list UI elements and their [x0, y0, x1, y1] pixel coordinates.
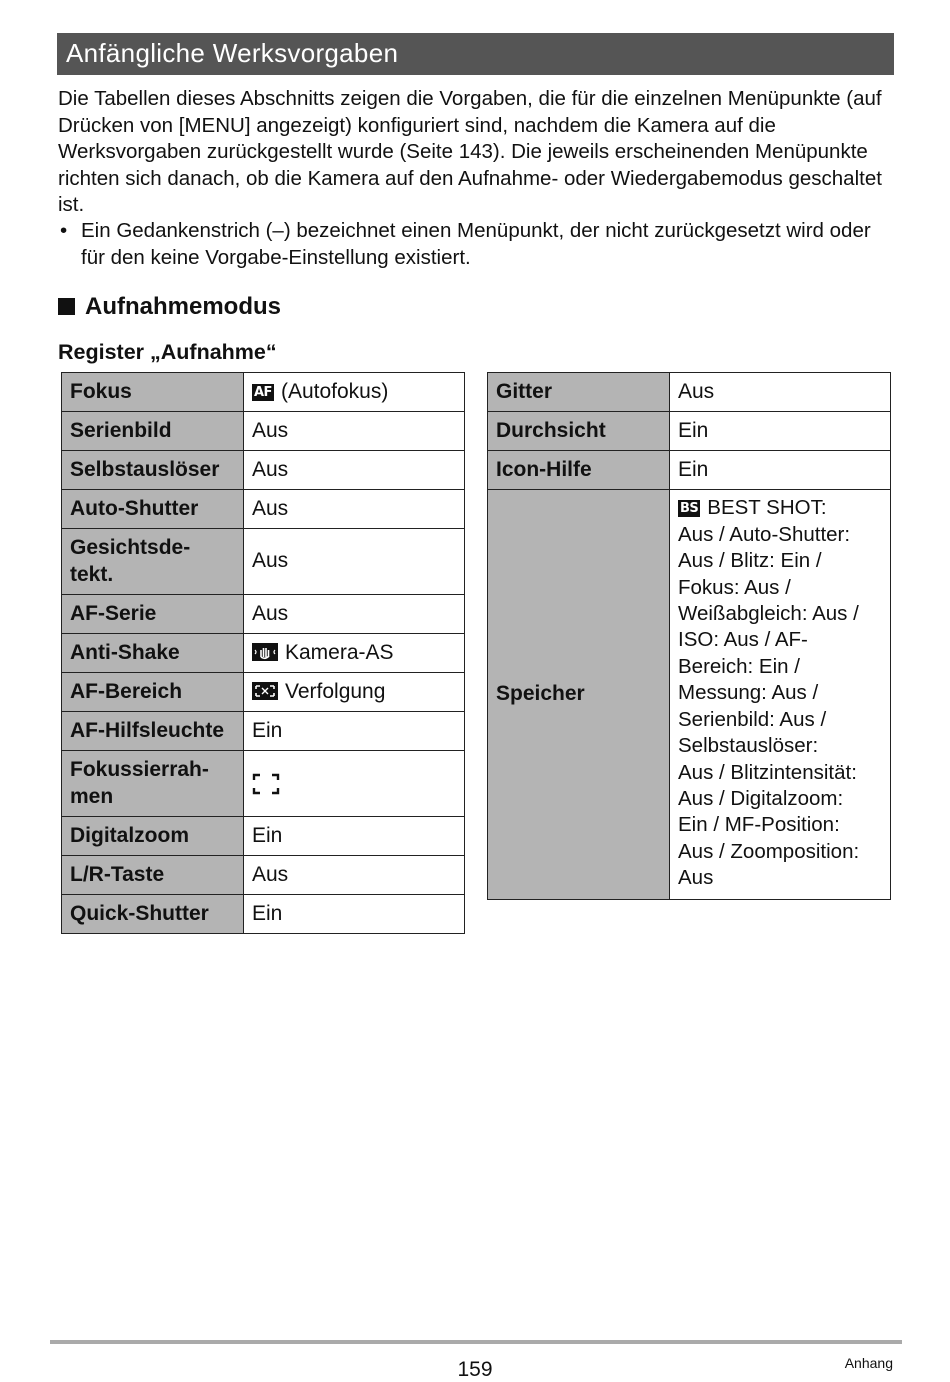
tracking-icon [252, 682, 278, 700]
setting-value: Ein [244, 895, 465, 934]
setting-value: Aus [244, 412, 465, 451]
setting-name: Fokus [62, 373, 244, 412]
section-heading-text: Aufnahmemodus [85, 293, 282, 320]
setting-name: Selbstauslöser [62, 451, 244, 490]
table-row [62, 412, 465, 451]
setting-name: L/R-Taste [62, 856, 244, 895]
setting-value: Aus [670, 373, 891, 412]
setting-value: Ein [244, 712, 465, 751]
setting-value: AF (Autofokus) [244, 373, 465, 412]
setting-name: Speicher [488, 490, 670, 900]
table-row [62, 712, 465, 751]
setting-value: Ein [244, 817, 465, 856]
setting-value: Ein [670, 412, 891, 451]
footer-divider [50, 1340, 902, 1344]
setting-value: Ein [670, 451, 891, 490]
table-row [62, 451, 465, 490]
table-row [62, 634, 465, 673]
settings-table-left [61, 372, 465, 934]
table-row [488, 373, 891, 412]
bullet-note [58, 218, 898, 271]
table-row [62, 895, 465, 934]
setting-name: Digitalzoom [62, 817, 244, 856]
setting-name: Durchsicht [488, 412, 670, 451]
table-row [62, 856, 465, 895]
table-row [62, 673, 465, 712]
setting-name: Gitter [488, 373, 670, 412]
table-row [62, 751, 465, 817]
anti-shake-icon [252, 643, 278, 661]
setting-name: Quick-Shutter [62, 895, 244, 934]
setting-value: Verfolgung [244, 673, 465, 712]
setting-name: Icon-Hilfe [488, 451, 670, 490]
page-title: Anfängliche Werksvorgaben [66, 38, 399, 68]
setting-value: Aus [244, 856, 465, 895]
table-row [62, 595, 465, 634]
table-row [488, 490, 891, 900]
setting-name: Serienbild [62, 412, 244, 451]
square-bullet-icon [58, 298, 75, 315]
table-row [62, 490, 465, 529]
intro-paragraph: Die Tabellen dieses Abschnitts zeigen die Vorgaben, die für die einzelnen Menüpunkte (auf Drücken von [MENU] angezeigt) konfiguriert sind, nachdem die Kamera auf die Werksvorgaben zurückgestellt wurde (Seite 143). Die jeweils erscheinenden Menüpunkte richten sich danach, ob die Kamera auf den Aufnahme- oder Wiedergabemodus geschaltet ist. [58, 87, 882, 216]
setting-value [244, 751, 465, 817]
table-row [488, 451, 891, 490]
setting-name: AF-Hilfsleuchte [62, 712, 244, 751]
bullet-marker: • [60, 219, 68, 242]
bullet-text: Ein Gedankenstrich (–) bezeichnet einen Menüpunkt, der nicht zurückgesetzt wird oder für den keine Vorgabe-Einstellung existiert. [81, 219, 871, 269]
setting-name: AF-Bereich [62, 673, 244, 712]
setting-value: BS BEST SHOT: Aus / Auto-Shutter: Aus / Blitz: Ein / Fokus: Aus / Weißabgleich: Aus / ISO: Aus / AF- Bereich: Ein / Messung: Aus / Serienbild: Aus / Selbstauslöser: Aus / Blitzintensität: Aus / Digitalzoom: Ein / MF-Position: Aus / Zoomposition: Aus [670, 490, 891, 900]
setting-name: Anti-Shake [62, 634, 244, 673]
setting-name: Auto-Shutter [62, 490, 244, 529]
footer-label: Anhang [844, 1355, 893, 1371]
table-row [62, 529, 465, 595]
setting-name: Gesichtsde- tekt. [62, 529, 244, 595]
setting-value: Aus [244, 529, 465, 595]
page-number: 159 [457, 1358, 493, 1381]
focus-frame-icon [252, 773, 280, 795]
settings-table-right [487, 372, 891, 900]
best-shot-icon: BS [680, 501, 699, 517]
setting-value: Aus [244, 451, 465, 490]
title-bar [57, 33, 894, 75]
setting-value: Aus [244, 490, 465, 529]
setting-value: Aus [244, 595, 465, 634]
table-row [62, 817, 465, 856]
setting-value: Kamera-AS [244, 634, 465, 673]
section-heading [58, 292, 281, 322]
table-row [488, 412, 891, 451]
subheading: Register „Aufnahme“ [58, 340, 277, 364]
setting-name: Fokussierrah- men [62, 751, 244, 817]
setting-name: AF-Serie [62, 595, 244, 634]
autofocus-icon: AF [254, 384, 272, 400]
table-row [62, 373, 465, 412]
